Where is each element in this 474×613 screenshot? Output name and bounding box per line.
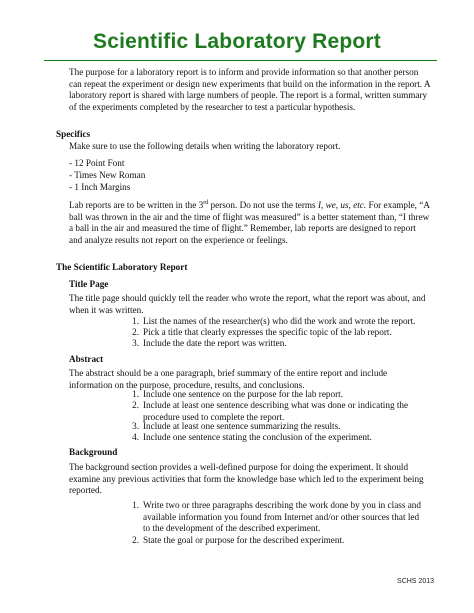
page-title: Scientific Laboratory Report: [93, 30, 381, 53]
person-pre: Lab reports are to be written in the 3: [69, 200, 204, 210]
intro-paragraph: The purpose for a laboratory report is to inform and provide information so that another person can repeat the experiment or design new experiments that build on the information in the report. A laboratory report is shared with large numbers of people. The report is a formal, written summary of the experiments completed by the researcher to test a particular hypothesis.: [69, 67, 431, 112]
item-number: 3.: [132, 421, 139, 431]
specifics-item-font-face: - Times New Roman: [69, 170, 146, 180]
item-number: 2.: [132, 400, 139, 410]
specifics-heading: Specifics: [56, 129, 91, 139]
background-heading: Background: [69, 447, 118, 457]
title-page-body: The title page should quickly tell the reader who wrote the report, what the report was about, and when it was written.: [69, 293, 426, 315]
item-number: 1.: [132, 389, 139, 399]
abstract-heading: Abstract: [69, 354, 104, 364]
specifics-lead: Make sure to use the following details when writing the laboratory report.: [69, 141, 341, 151]
item-text: Include at least one sentence describing what was done or indicating the procedure used to complete the report.: [143, 400, 409, 422]
item-text: State the goal or purpose for the described experiment.: [143, 535, 345, 545]
person-mid: person. Do not use the terms: [208, 200, 318, 210]
item-text: Write two or three paragraphs describing the work done by you in class and available information you found from Internet and/or other sources that led to the development of the described experiment.: [143, 500, 421, 534]
person-sup: rd: [203, 199, 209, 206]
title-page-heading: Title Page: [69, 279, 109, 289]
footer-label: SCHS 2013: [397, 578, 434, 585]
item-number: 3.: [132, 338, 139, 348]
abstract-body: The abstract should be a one paragraph, brief summary of the entire report and include information on the purpose, procedure, results, and conclusions.: [69, 368, 388, 390]
person-terms: I, we, us, etc.: [317, 200, 367, 210]
item-text: Include one sentence stating the conclusion of the experiment.: [143, 432, 372, 442]
item-text: Include at least one sentence summarizing the results.: [143, 421, 341, 431]
specifics-item-margins: - 1 Inch Margins: [69, 182, 131, 192]
item-number: 2.: [132, 327, 139, 337]
item-text: Include the date the report was written.: [143, 338, 287, 348]
person-rest: For example, “A ball was thrown in the air and the time of flight was measured” is a better statement than, “I threw a ball in the air and measured the time of flight.” Remember, lab reports are designed to report and analyze results not report on the experience or feelings.: [69, 200, 430, 245]
item-text: Include one sentence on the purpose for the lab report.: [143, 389, 344, 399]
item-text: List the names of the researcher(s) who did the work and wrote the report.: [143, 316, 416, 326]
item-number: 4.: [132, 432, 139, 442]
title-underline: [44, 60, 437, 61]
background-body: The background section provides a well-defined purpose for doing the experiment. It should examine any previous activities that form the knowledge base which led to the experiment being reported.: [69, 462, 424, 496]
item-number: 1.: [132, 316, 139, 326]
specifics-item-font-size: - 12 Point Font: [69, 158, 125, 168]
item-text: Pick a title that clearly expresses the specific topic of the lab report.: [143, 327, 392, 337]
item-number: 2.: [132, 535, 139, 545]
item-number: 1.: [132, 500, 139, 510]
section-heading: The Scientific Laboratory Report: [56, 262, 188, 272]
person-paragraph: [69, 200, 431, 246]
